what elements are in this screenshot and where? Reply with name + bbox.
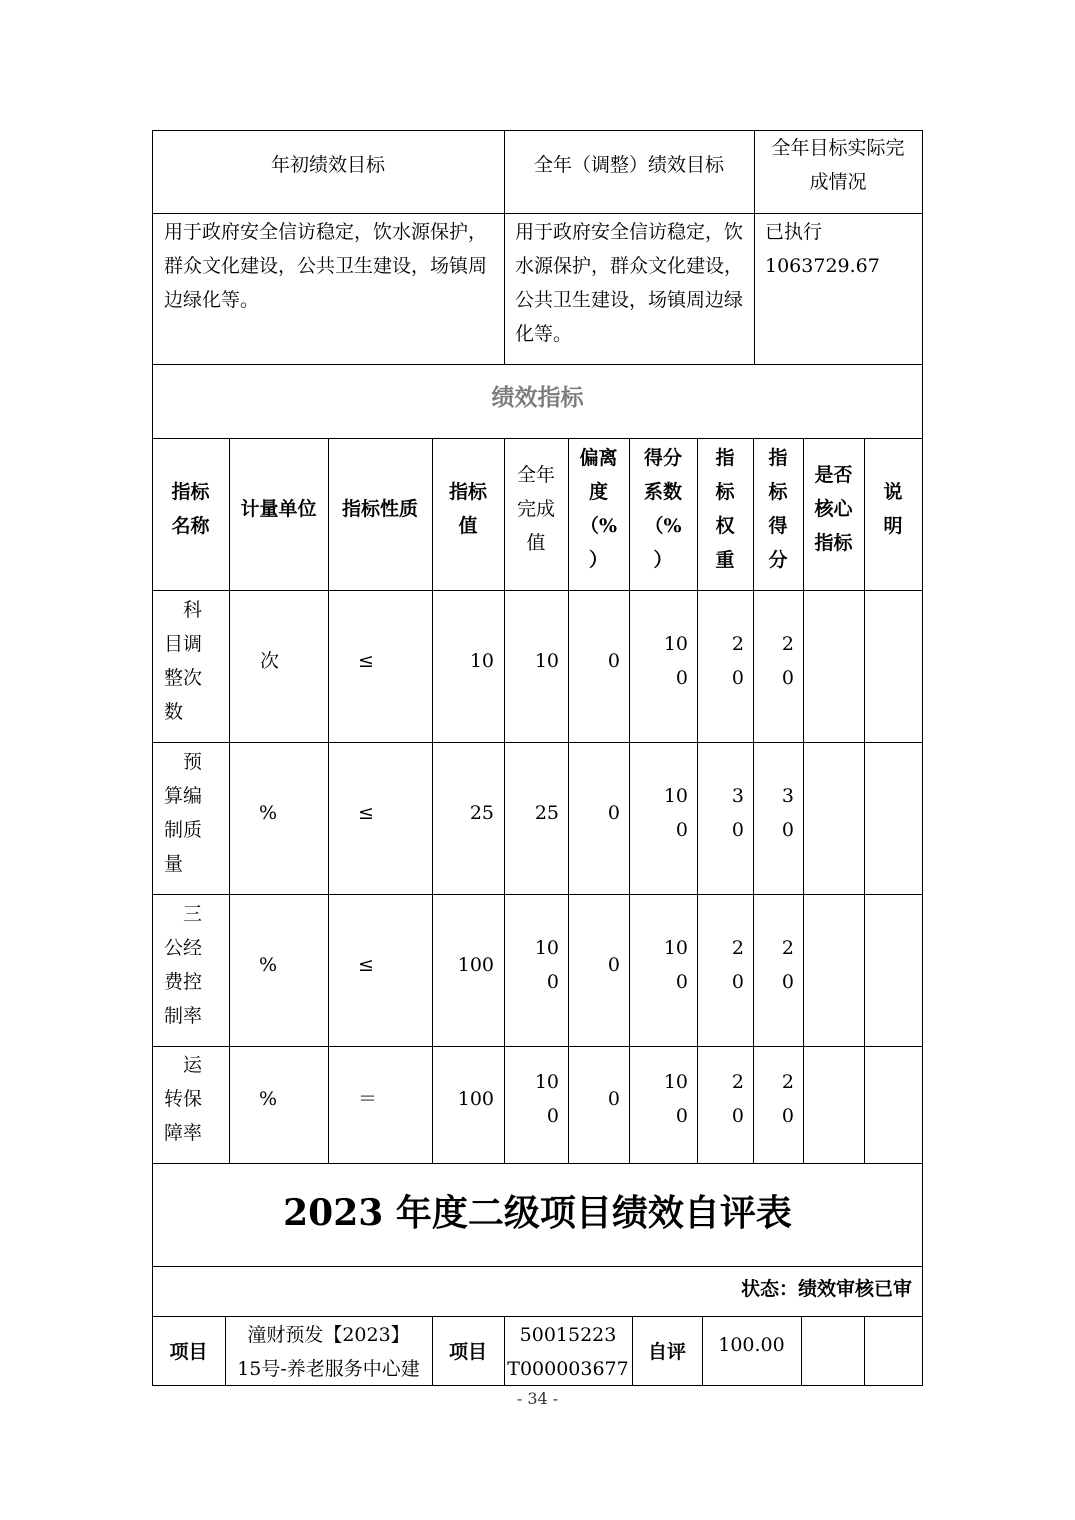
row4-completed: 0 — [546, 1105, 559, 1127]
actual-completion-line: 已执行 — [765, 221, 823, 243]
table-border — [864, 1316, 865, 1386]
report-title: 2023 年度二级项目绩效自评表 — [283, 1192, 792, 1234]
row1-deviation: 0 — [607, 650, 620, 672]
table-border — [864, 438, 865, 1163]
row2-completed: 25 — [534, 802, 559, 824]
col-header-core: 指标 — [814, 532, 853, 554]
row4-weight: 2 — [731, 1071, 744, 1093]
row3-nature: ≤ — [358, 954, 374, 976]
status-text: 状态：绩效审核已审 — [740, 1278, 912, 1300]
table-border — [152, 894, 923, 895]
row3-score: 0 — [781, 971, 794, 993]
row3-unit: % — [259, 954, 278, 976]
row2-weight: 3 — [731, 785, 744, 807]
table-border — [152, 1266, 923, 1267]
table-border — [152, 364, 923, 365]
col-header-weight: 权 — [715, 515, 735, 537]
page-number: - 34 - — [516, 1389, 559, 1408]
row3-deviation: 0 — [607, 954, 620, 976]
row2-unit: % — [259, 802, 278, 824]
col-header-coef: ） — [653, 549, 673, 571]
self-eval-label: 自评 — [647, 1341, 686, 1363]
project-name: 潼财预发【2023】 — [247, 1324, 410, 1346]
row3-name: 制率 — [164, 1005, 203, 1027]
row1-coef: 10 — [663, 633, 688, 655]
self-eval-score: 100.00 — [718, 1334, 785, 1356]
row2-name: 量 — [164, 853, 184, 875]
row4-score: 2 — [781, 1071, 794, 1093]
table-border — [801, 1316, 802, 1386]
row1-coef: 0 — [675, 667, 688, 689]
col-header-unit: 计量单位 — [240, 498, 317, 520]
row2-deviation: 0 — [607, 802, 620, 824]
col-header-score: 分 — [768, 549, 788, 571]
actual-completion-line: 1063729.67 — [765, 255, 880, 277]
table-border — [152, 1163, 923, 1164]
row1-name: 整次 — [164, 667, 203, 689]
col-header-coef: 系数 — [643, 481, 682, 503]
row1-weight: 2 — [731, 633, 744, 655]
project-name: 15号-养老服务中心建 — [237, 1358, 420, 1380]
indicators-section-title: 绩效指标 — [491, 384, 584, 411]
row3-score: 2 — [781, 937, 794, 959]
header-initial-goal: 年初绩效目标 — [270, 154, 385, 176]
table-border — [152, 213, 923, 214]
adjusted-goal-line: 化等。 — [515, 323, 573, 345]
row3-target: 100 — [457, 954, 494, 976]
col-header-note: 说 — [883, 481, 903, 503]
col-header-weight: 标 — [715, 481, 735, 503]
adjusted-goal-line: 公共卫生建设，场镇周边绿 — [515, 289, 744, 311]
row2-name: 预 — [183, 751, 203, 773]
table-border — [152, 590, 923, 591]
row4-nature: ＝ — [358, 1088, 378, 1110]
row3-coef: 0 — [675, 971, 688, 993]
row1-name: 数 — [164, 701, 184, 723]
col-header-weight: 重 — [715, 549, 735, 571]
table-border — [152, 1316, 923, 1317]
row1-completed: 10 — [534, 650, 559, 672]
row4-coef: 0 — [675, 1105, 688, 1127]
row1-target: 10 — [469, 650, 494, 672]
header-actual-completion-2: 成情况 — [809, 171, 867, 193]
row2-name: 算编 — [164, 785, 203, 807]
row2-coef: 10 — [663, 785, 688, 807]
col-header-target: 指标 — [448, 481, 487, 503]
row3-completed: 0 — [546, 971, 559, 993]
row1-unit: 次 — [260, 650, 280, 672]
project-code: 50015223 — [519, 1324, 617, 1346]
row4-completed: 10 — [534, 1071, 559, 1093]
col-header-completed: 全年 — [516, 464, 555, 486]
row1-weight: 0 — [731, 667, 744, 689]
row3-weight: 0 — [731, 971, 744, 993]
row2-score: 3 — [781, 785, 794, 807]
col-header-core: 是否 — [814, 464, 853, 486]
col-header-completed: 完成 — [516, 498, 555, 520]
header-adjusted-goal: 全年（调整）绩效目标 — [533, 154, 724, 176]
adjusted-goal-line: 水源保护，群众文化建设， — [515, 255, 744, 277]
col-header-deviation: ） — [588, 549, 608, 571]
col-header-completed: 值 — [526, 532, 546, 554]
table-border — [152, 742, 923, 743]
row1-score: 0 — [781, 667, 794, 689]
row3-coef: 10 — [663, 937, 688, 959]
row4-score: 0 — [781, 1105, 794, 1127]
col-header-coef: （% — [644, 515, 682, 537]
row4-target: 100 — [457, 1088, 494, 1110]
row3-completed: 10 — [534, 937, 559, 959]
row4-name: 转保 — [164, 1088, 203, 1110]
project-label: 项目 — [169, 1341, 208, 1363]
table-border — [152, 1046, 923, 1047]
initial-goal-line: 边绿化等。 — [164, 289, 260, 311]
col-header-name: 名称 — [171, 515, 210, 537]
table-border — [152, 438, 923, 439]
col-header-note: 明 — [883, 515, 903, 537]
row2-target: 25 — [469, 802, 494, 824]
row4-name: 运 — [183, 1054, 203, 1076]
row4-weight: 0 — [731, 1105, 744, 1127]
row2-score: 0 — [781, 819, 794, 841]
row1-name: 目调 — [164, 633, 203, 655]
row3-name: 三 — [183, 903, 203, 925]
row4-deviation: 0 — [607, 1088, 620, 1110]
col-header-target: 值 — [458, 515, 478, 537]
row2-coef: 0 — [675, 819, 688, 841]
table-border — [229, 438, 230, 1163]
row3-name: 公经 — [164, 937, 203, 959]
project-code-label: 项目 — [448, 1341, 487, 1363]
project-code: T000003677 — [507, 1358, 629, 1380]
col-header-core: 核心 — [814, 498, 853, 520]
row1-name: 科 — [183, 599, 203, 621]
header-actual-completion: 全年目标实际完 — [771, 137, 905, 159]
col-header-nature: 指标性质 — [341, 498, 418, 520]
col-header-deviation: （% — [579, 515, 618, 537]
row2-name: 制质 — [164, 819, 203, 841]
row4-unit: % — [259, 1088, 278, 1110]
col-header-score: 得 — [768, 515, 788, 537]
row1-nature: ≤ — [358, 650, 374, 672]
initial-goal-line: 用于政府安全信访稳定，饮水源保护， — [164, 221, 488, 243]
row3-name: 费控 — [164, 971, 203, 993]
row2-weight: 0 — [731, 819, 744, 841]
row4-coef: 10 — [663, 1071, 688, 1093]
col-header-deviation: 偏离 — [579, 447, 618, 469]
col-header-deviation: 度 — [588, 481, 608, 503]
col-header-name: 指标 — [171, 481, 210, 503]
row1-score: 2 — [781, 633, 794, 655]
row3-weight: 2 — [731, 937, 744, 959]
row4-name: 障率 — [164, 1122, 203, 1144]
adjusted-goal-line: 用于政府安全信访稳定，饮 — [515, 221, 744, 243]
col-header-score: 标 — [768, 481, 788, 503]
col-header-coef: 得分 — [643, 447, 682, 469]
row2-nature: ≤ — [358, 802, 374, 824]
initial-goal-line: 群众文化建设，公共卫生建设，场镇周 — [164, 255, 488, 277]
col-header-score: 指 — [768, 447, 788, 469]
table-border — [328, 438, 329, 1163]
col-header-weight: 指 — [715, 447, 735, 469]
